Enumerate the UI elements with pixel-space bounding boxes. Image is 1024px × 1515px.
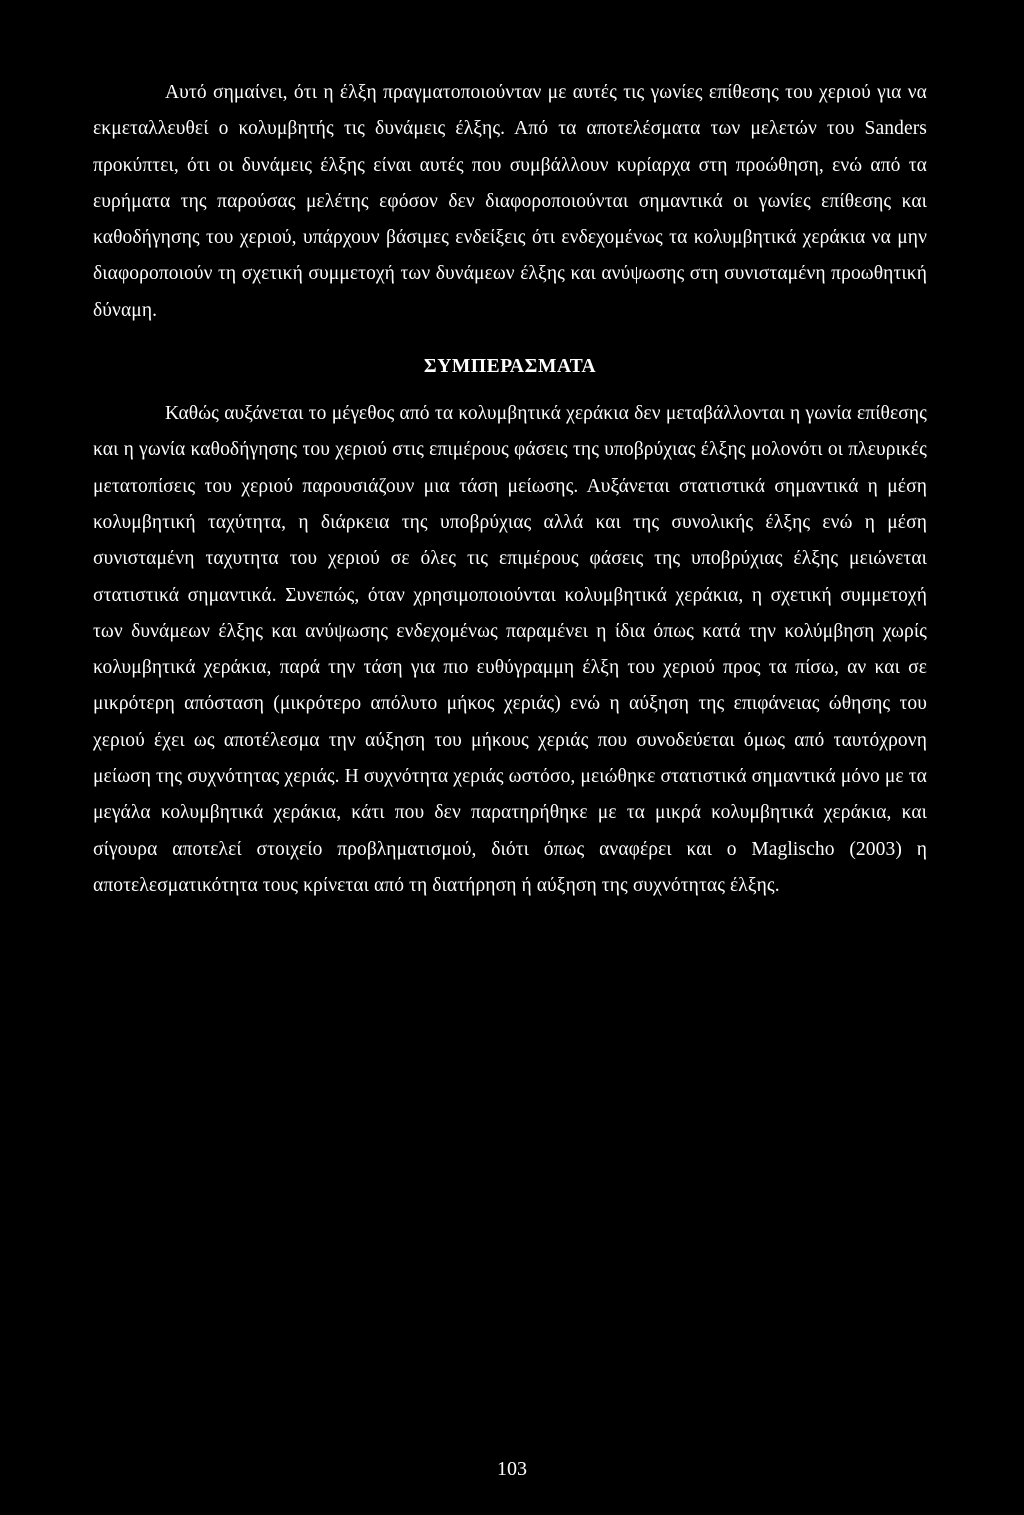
section-heading-conclusions: ΣΥΜΠΕΡΑΣΜΑΤΑ [423, 356, 597, 378]
paragraph-intro: Αυτό σημαίνει, ότι η έλξη πραγματοποιούνταν με αυτές τις γωνίες επίθεσης του χεριού για να εκμεταλλευθεί ο κολυμβητής τις δυνάμεις έλξης. Από τα αποτελέσματα των μελετών του Sanders προκύπτει, ότι οι δυνάμεις έλξης είναι αυτές που συμβάλλουν κυρίαρχα στη προώθηση, ενώ από τα ευρήματα της παρούσας μελέτης εφόσον δεν διαφοροποιούνται σημαντικά οι γωνίες επίθεσης και καθοδήγησης του χεριού, υπάρχουν βάσιμες ενδείξεις ότι ενδεχομένως τα κολυμβητικά χεράκια να μην διαφοροποιούν τη σχετική συμμετοχή των δυνάμεων έλξης και ανύψωσης στη συνισταμένη προωθητική δύναμη. [93, 82, 927, 321]
paragraph-conclusions: Καθώς αυξάνεται το μέγεθος από τα κολυμβητικά χεράκια δεν μεταβάλλονται η γωνία επίθεσης και η γωνία καθοδήγησης του χεριού στις επιμέρους φάσεις της υποβρύχιας έλξης μολονότι οι πλευρικές μετατοπίσεις του χεριού παρουσιάζουν μια τάση μείωσης. Αυξάνεται στατιστικά σημαντικά η μέση κολυμβητική ταχύτητα, η διάρκεια της υποβρύχιας αλλά και της συνολικής έλξης ενώ η μέση συνισταμένη ταχυτητα του χεριού σε όλες τις επιμέρους φάσεις της υποβρύχιας έλξης μειώνεται στατιστικά σημαντικά. Συνεπώς, όταν χρησιμοποιούνται κολυμβητικά χεράκια, η σχετική συμμετοχή των δυνάμεων έλξης και ανύψωσης ενδεχομένως παραμένει η ίδια όπως κατά την κολύμβηση χωρίς κολυμβητικά χεράκια, παρά την τάση για πιο ευθύγραμμη έλξη του χεριού προς τα πίσω, αν και σε μικρότερη απόσταση (μικρότερο απόλυτο μήκος χεριάς) ενώ η αύξηση της επιφάνειας ώθησης του χεριού έχει ως αποτέλεσμα την αύξηση του μήκους χεριάς που συνοδεύεται όμως από ταυτόχρονη μείωση της συχνότητας χεριάς. Η συχνότητα χεριάς ωστόσο, μειώθηκε στατιστικά σημαντικά μόνο με τα μεγάλα κολυμβητικά χεράκια, κάτι που δεν παρατηρήθηκε με τα μικρά κολυμβητικά χεράκια, και σίγουρα αποτελεί στοιχείο προβληματισμού, διότι όπως αναφέρει και ο Maglischo (2003) η αποτελεσματικότητα τους κρίνεται από τη διατήρηση ή αύξηση της συχνότητας έλξης. [93, 403, 927, 896]
document-page [93, 75, 927, 904]
page-number: 103 [497, 1458, 527, 1480]
